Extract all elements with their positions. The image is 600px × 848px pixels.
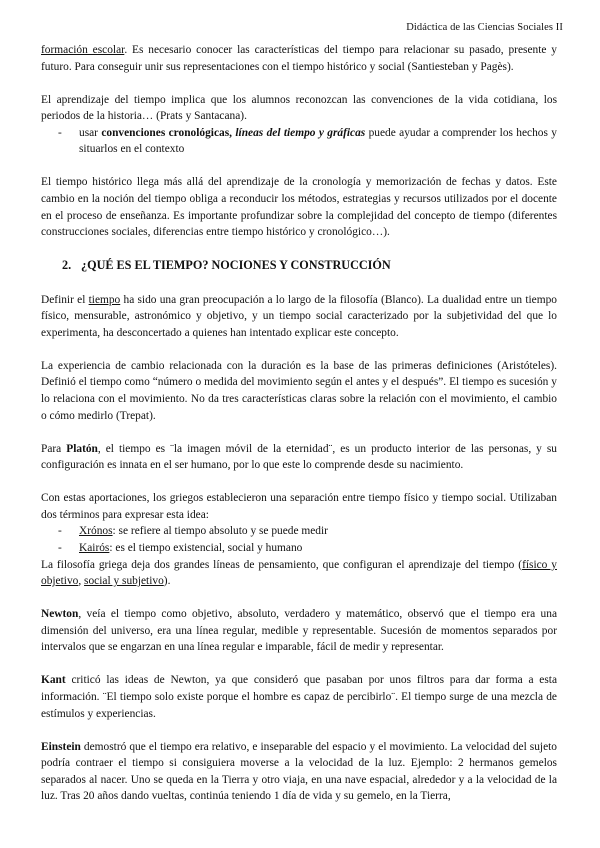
paragraph-text: , el tiempo es ¨la imagen móvil de la eternidad¨, es un producto interior de las personas, y su configuración es innata en el ser humano, por lo que este lo comprende desde su nacimiento. (41, 442, 558, 472)
paragraph-text: demostró que el tiempo era relativo, e inseparable del espacio y el movimiento. La velocidad del sujeto podría contraer el tiempo si consiguiera moverse a la velocidad de la luz. Ejemplo: 2 hermanos gemelos separados al nacer. Uno se queda en la Tierra y otro viaja, en una nave espacial, alrededor y a la velocidad de la luz. Tras 20 años dando vueltas, continúa teniendo 1 día de vida y su gemelo, en la Tierra, (41, 740, 557, 803)
paragraph-10 (41, 739, 557, 805)
list-item (41, 523, 557, 540)
paragraph-text: , (78, 575, 85, 588)
bold-term: convenciones cronológicas, (101, 126, 236, 139)
paragraph-text: Definir el (41, 293, 89, 306)
paragraph-text: La filosofía griega deja dos grandes líneas de pensamiento, que configuran el aprendizaje del tiempo ( (41, 558, 523, 571)
underlined-term: tiempo (88, 293, 121, 306)
section-title: ¿QUÉ ES EL TIEMPO? NOCIONES Y CONSTRUCCIÓN (81, 258, 391, 273)
paragraph-text: ha sido una gran preocupación a lo largo de la filosofía (Blanco). La dualidad entre un tiempo físico, mensurable, astronómico y objetivo, y un tiempo social caracterizado por la subjetividad del que lo experimenta, ha desconcertado a quienes han intentado explicar este concepto. (41, 293, 557, 339)
list-item (41, 540, 557, 557)
item-text: usar (79, 126, 102, 139)
paragraph-9 (41, 672, 557, 722)
paragraph-1 (41, 42, 557, 75)
bold-name: Einstein (41, 740, 81, 753)
section-heading (62, 257, 557, 274)
item-text: puede ayudar a comprender los hechos y situarlos en el contexto (79, 126, 557, 156)
running-header: Didáctica de las Ciencias Sociales II (406, 22, 563, 33)
underlined-term: social y subjetivo (84, 575, 164, 588)
paragraph-7: Con estas aportaciones, los griegos establecieron una separación entre tiempo físico y tiempo social. Utilizaban dos términos para expresar esta idea: (41, 492, 557, 521)
paragraph-3: El tiempo histórico llega más allá del aprendizaje de la cronología y memorización de fechas y datos. Este cambio en la noción del tiempo obliga a reconducir los métodos, estrategias y recursos utilizados por el docente en el proceso de enseñanza. Es importante profundizar sobre la complejidad del concepto de tiempo (diferentes construcciones sociales, diferencias entre tiempo histórico y cronológico…). (41, 176, 557, 239)
bullet-list-2 (41, 523, 557, 556)
bold-name: Newton (41, 608, 79, 621)
underlined-term: formación escolar (41, 44, 125, 56)
paragraph-4 (41, 292, 557, 342)
underlined-term: Xrónos (79, 525, 113, 538)
paragraph-5: La experiencia de cambio relacionada con la duración es la base de las primeras definiciones (Aristóteles). Definió el tiempo como “número o medida del movimiento según el antes y el después”. El tiempo es sucesión y lo relaciona con el movimiento. No da tres características claras sobre la relación con el movimiento, el cambio o cómo medirlo (Trepat). (41, 359, 557, 422)
item-text: : se refiere al tiempo absoluto y se puede medir (112, 525, 328, 538)
item-text: : es el tiempo existencial, social y humano (109, 542, 303, 554)
paragraph-text: Para (41, 442, 67, 455)
paragraph-text: . Es necesario conocer las características del tiempo para relacionar su pasado, presente y futuro. Para conseguir unir sus representaciones con el tiempo histórico y social (Santiesteban y Pagès). (41, 44, 557, 73)
list-item (41, 125, 557, 158)
paragraph-7-continued (41, 557, 557, 590)
bold-name: Kant (41, 674, 66, 687)
paragraph-2: El aprendizaje del tiempo implica que los alumnos reconozcan las convenciones de la vida cotidiana, los periodos de la historia… (Prats y Santacana). (41, 93, 557, 123)
underlined-term: Kairós (79, 542, 110, 554)
bullet-list-1 (41, 125, 557, 158)
underlined-term: físico y objetivo (41, 558, 557, 588)
paragraph-8 (41, 606, 557, 656)
bold-name: Platón (66, 442, 98, 455)
paragraph-6 (41, 441, 557, 474)
paragraph-text: , veía el tiempo como objetivo, absoluto, verdadero y matemático, observó que el tiempo era una dimensión del universo, era una línea regular, medible y representable. Sucesión de momentos separados por intervalos que se engarzan en una línea regular e imparable, fácil de medir y representar. (41, 608, 557, 654)
section-number: 2. (62, 258, 72, 273)
paragraph-text: ). (163, 575, 171, 588)
bold-italic-term: líneas del tiempo y gráficas (235, 126, 366, 139)
document-body (41, 42, 557, 821)
paragraph-text: criticó las ideas de Newton, ya que consideró que pasaban por unos filtros para dar forma a esta información. ¨El tiempo solo existe porque el hombre es capaz de percibirlo¨. El tiempo surge de una mezcla de estímulos y experiencias. (41, 674, 557, 720)
